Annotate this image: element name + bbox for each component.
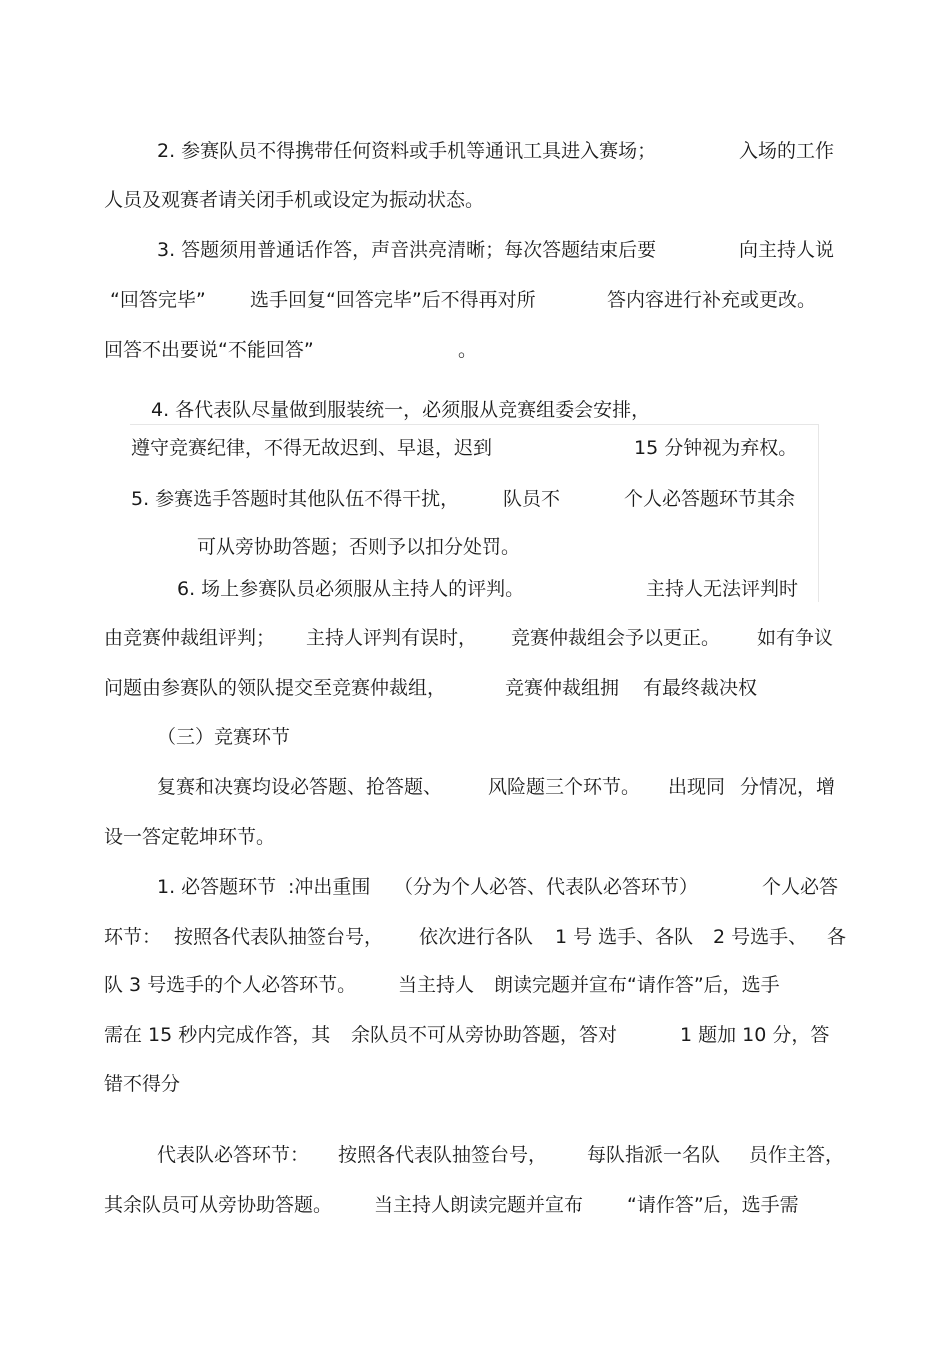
text-line: :冲出重围 <box>288 876 371 898</box>
text-line: 1. 必答题环节 <box>157 876 277 898</box>
text-line: 3. 答题须用普通话作答，声音洪亮清晰；每次答题结束后要 <box>157 239 657 261</box>
section-heading: （三）竞赛环节 <box>157 726 291 748</box>
text-line: 按照各代表队抽签台号， <box>174 926 384 948</box>
text-line: 依次进行各队 <box>419 926 534 948</box>
text-line: 余队员不可从旁协助答题，答对 <box>351 1024 618 1046</box>
text-line: 错不得分 <box>104 1073 181 1095</box>
text-line: 主持人评判有误时， <box>306 627 478 649</box>
text-line: 风险题三个环节。 <box>488 776 641 798</box>
text-line: 5. 参赛选手答题时其他队伍不得干扰， <box>131 488 460 510</box>
text-line: 如有争议 <box>757 627 834 649</box>
text-line: “请作答”后，选手需 <box>627 1194 799 1216</box>
text-line: 1 号 选手、各队 <box>555 926 694 948</box>
text-line: 各 <box>827 926 847 948</box>
text-line: 代表队必答环节： <box>157 1144 310 1166</box>
text-line: 可从旁协助答题；否则予以扣分处罚。 <box>197 536 521 558</box>
text-line: 朗读完题并宣布“请作答”后，选手 <box>494 974 780 996</box>
text-line: 。 <box>458 339 478 361</box>
text-line: 环节： <box>104 926 162 948</box>
text-line: 竞赛仲裁组会予以更正。 <box>511 627 721 649</box>
text-line: 15 分钟视为弃权。 <box>634 437 798 459</box>
text-line: 6. 场上参赛队员必须服从主持人的评判。 <box>177 578 525 600</box>
text-line: 4. 各代表队尽量做到服装统一，必须服从竞赛组委会安排， <box>151 399 651 421</box>
text-line: 需在 15 秒内完成作答，其 <box>104 1024 331 1046</box>
scan-box-top-border <box>130 424 818 425</box>
text-line: 当主持人 <box>398 974 475 996</box>
text-line: 人员及观赛者请关闭手机或设定为振动状态。 <box>104 189 485 211</box>
text-line: 答内容进行补充或更改。 <box>607 289 817 311</box>
text-line: 2. 参赛队员不得携带任何资料或手机等通讯工具进入赛场； <box>157 140 657 162</box>
text-line: 按照各代表队抽签台号， <box>338 1144 548 1166</box>
text-line: 有最终裁决权 <box>643 677 758 699</box>
text-line: 当主持人朗读完题并宣布 <box>374 1194 584 1216</box>
text-line: 员作主答， <box>749 1144 845 1166</box>
text-line: 向主持人说 <box>739 239 835 261</box>
text-line: 竞赛仲裁组拥 <box>505 677 620 699</box>
text-line: 选手回复“回答完毕”后不得再对所 <box>250 289 536 311</box>
text-line: 问题由参赛队的领队提交至竞赛仲裁组， <box>104 677 447 699</box>
text-line: 2 号选手、 <box>713 926 808 948</box>
text-line: 入场的工作 <box>739 140 835 162</box>
text-line: 由竞赛仲裁组评判； <box>104 627 276 649</box>
text-line: “回答完毕” <box>110 289 206 311</box>
text-line: 队员不 <box>503 488 561 510</box>
text-line: 复赛和决赛均设必答题、抢答题、 <box>157 776 443 798</box>
text-line: 每队指派一名队 <box>587 1144 721 1166</box>
text-line: 设一答定乾坤环节。 <box>104 826 276 848</box>
text-line: 出现同 <box>668 776 726 798</box>
text-line: 其余队员可从旁协助答题。 <box>104 1194 333 1216</box>
text-line: （分为个人必答、代表队必答环节） <box>394 876 699 898</box>
text-line: 回答不出要说“不能回答” <box>104 339 314 361</box>
text-line: 遵守竞赛纪律，不得无故迟到、早退，迟到 <box>131 437 493 459</box>
text-line: 主持人无法评判时 <box>646 578 799 600</box>
text-line: 个人必答题环节其余 <box>624 488 796 510</box>
scan-box-right-border <box>818 424 819 602</box>
text-line: 分情况，增 <box>740 776 836 798</box>
text-line: 1 题加 10 分，答 <box>680 1024 830 1046</box>
text-line: 队 3 号选手的个人必答环节。 <box>104 974 357 996</box>
text-line: 个人必答 <box>762 876 839 898</box>
